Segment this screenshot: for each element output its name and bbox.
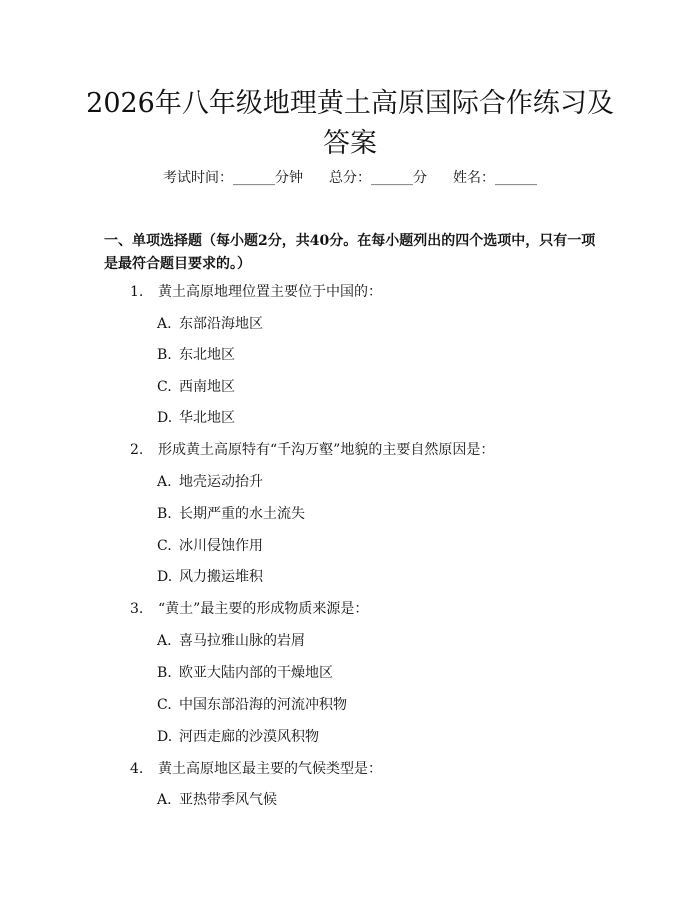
question-1-option-b	[157, 345, 597, 365]
exam-time-label: 考试时间：	[163, 170, 233, 186]
question-4-option-a	[157, 790, 597, 810]
section-heading-line-2: 是最符合题目要求的。）	[104, 256, 251, 272]
question-2	[130, 440, 600, 460]
question-2-option-b	[157, 504, 597, 524]
question-3-option-b	[157, 663, 597, 683]
exam-time-unit: 分钟	[275, 170, 303, 186]
option-letter: B.	[157, 347, 172, 363]
question-2-option-c	[157, 536, 597, 556]
total-score-label: 总分：	[329, 170, 371, 186]
option-text: 冰川侵蚀作用	[179, 538, 263, 554]
option-letter: C.	[157, 538, 172, 554]
option-text: 东北地区	[179, 347, 235, 363]
option-letter: A.	[157, 474, 172, 490]
option-letter: B.	[157, 665, 172, 681]
option-letter: A.	[157, 633, 172, 649]
option-letter: D.	[157, 569, 173, 585]
exam-time-blank: ______	[233, 170, 275, 186]
question-2-option-d	[157, 567, 597, 587]
option-letter: D.	[157, 729, 173, 745]
question-2-option-a	[157, 472, 597, 492]
question-number: 3.	[130, 601, 144, 617]
option-letter: C.	[157, 379, 172, 395]
option-letter: B.	[157, 506, 172, 522]
option-text: 风力搬运堆积	[179, 569, 263, 585]
option-text: 西南地区	[179, 379, 235, 395]
question-4	[130, 759, 600, 779]
exam-info	[0, 168, 700, 188]
question-number: 2.	[130, 442, 144, 458]
question-text: 形成黄土高原特有“千沟万壑”地貌的主要自然原因是：	[158, 442, 495, 458]
document-title	[60, 84, 640, 164]
question-text: 黄土高原地区最主要的气候类型是：	[158, 761, 382, 777]
section-heading-line-1: 一、单项选择题（每小题2分，共40分。在每小题列出的四个选项中，只有一项	[104, 233, 596, 249]
option-text: 喜马拉雅山脉的岩屑	[179, 633, 305, 649]
option-text: 地壳运动抬升	[179, 474, 263, 490]
option-text: 中国东部沿海的河流冲积物	[179, 697, 347, 713]
question-3-option-c	[157, 695, 597, 715]
option-letter: A.	[157, 316, 172, 332]
option-letter: C.	[157, 697, 172, 713]
student-name-blank: ______	[495, 170, 537, 186]
question-1-option-d	[157, 408, 597, 428]
question-number: 4.	[130, 761, 144, 777]
question-1-option-a	[157, 314, 597, 334]
option-letter: A.	[157, 792, 172, 808]
option-text: 亚热带季风气候	[179, 792, 277, 808]
total-score-unit: 分	[413, 170, 427, 186]
title-line-2: 答案	[323, 128, 377, 159]
option-text: 长期严重的水土流失	[179, 506, 305, 522]
question-3	[130, 599, 600, 619]
option-letter: D.	[157, 410, 173, 426]
question-text: “黄土”最主要的形成物质来源是：	[158, 601, 369, 617]
option-text: 河西走廊的沙漠风积物	[179, 729, 319, 745]
option-text: 华北地区	[179, 410, 235, 426]
title-line-1: 2026年八年级地理黄土高原国际合作练习及	[86, 88, 614, 119]
question-3-option-a	[157, 631, 597, 651]
question-3-option-d	[157, 727, 597, 747]
option-text: 东部沿海地区	[179, 316, 263, 332]
question-1	[130, 282, 600, 302]
question-number: 1.	[130, 284, 144, 300]
total-score-blank: ______	[371, 170, 413, 186]
section-heading	[104, 230, 604, 276]
question-1-option-c	[157, 377, 597, 397]
student-name-label: 姓名：	[453, 170, 495, 186]
option-text: 欧亚大陆内部的干燥地区	[179, 665, 333, 681]
question-text: 黄土高原地理位置主要位于中国的：	[158, 284, 382, 300]
